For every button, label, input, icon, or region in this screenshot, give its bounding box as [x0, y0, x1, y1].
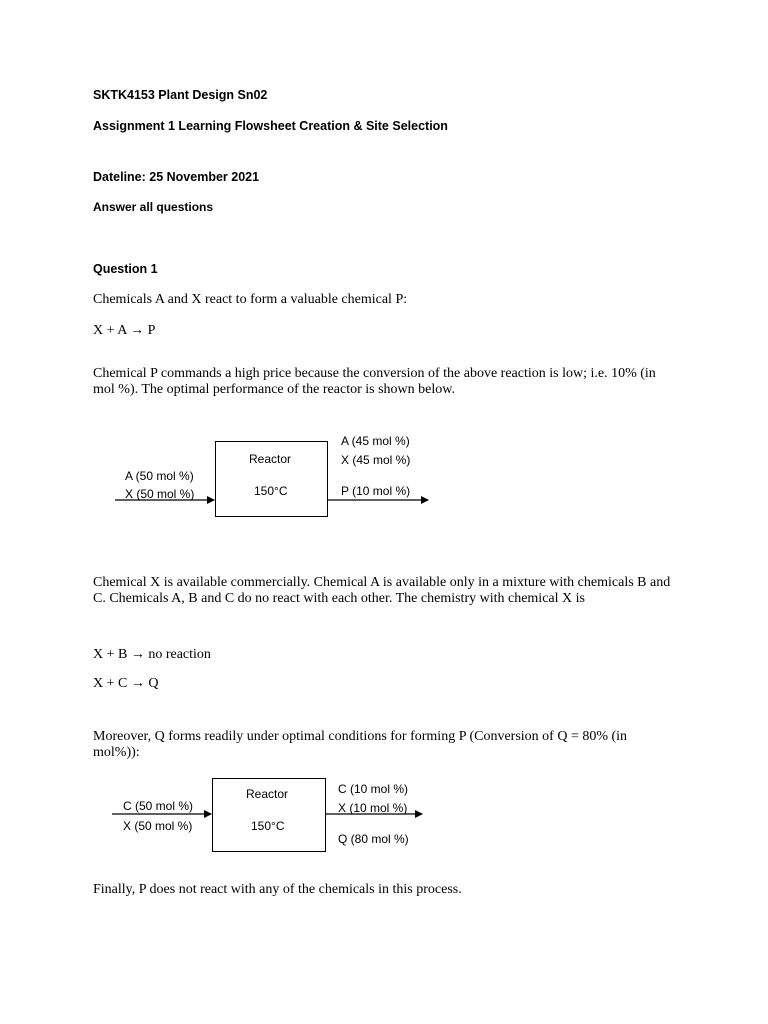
reactor-label-1: Reactor [249, 452, 292, 466]
reactor-temp-1: 150°C [254, 484, 288, 498]
reaction-3: X + C → Q [93, 676, 159, 691]
paragraph-1: Chemical P commands a high price because the conversion of the above reaction is low; i.e. 10% (in mol %). The optimal performance of the reactor is shown below. [93, 366, 656, 397]
reactor-label-2: Reactor [246, 787, 289, 801]
output-label-p: P (10 mol %) [341, 484, 411, 498]
input-label-a: A (50 mol %) [125, 469, 194, 483]
dateline: Dateline: 25 November 2021 [93, 170, 260, 184]
input-label-x: X (50 mol %) [125, 487, 195, 501]
reactor-temp-2: 150°C [251, 819, 285, 833]
input-label-c: C (50 mol %) [123, 799, 194, 813]
reaction-2: X + B → no reaction [93, 647, 211, 662]
course-title: SKTK4153 Plant Design Sn02 [93, 88, 268, 102]
paragraph-3: Moreover, Q forms readily under optimal conditions for forming P (Conversion of Q = 80% (in mol%)): [93, 729, 628, 760]
output-label-x: X (45 mol %) [341, 453, 411, 467]
reaction-1: X + A → P [93, 323, 156, 338]
question-heading: Question 1 [93, 262, 158, 276]
instruction: Answer all questions [93, 200, 214, 214]
paragraph-4: Finally, P does not react with any of the chemicals in this process. [93, 882, 462, 897]
input-label-x2: X (50 mol %) [123, 819, 193, 833]
output-label-x2: X (10 mol %) [338, 801, 408, 815]
assignment-title: Assignment 1 Learning Flowsheet Creation & Site Selection [93, 119, 448, 133]
output-label-q: Q (80 mol %) [338, 832, 409, 846]
paragraph-2: Chemical X is available commercially. Chemical A is available only in a mixture with chemicals B and C. Chemicals A, B and C do no react with each other. The chemistry with chemical X is [93, 575, 671, 606]
intro-text: Chemicals A and X react to form a valuable chemical P: [93, 292, 408, 307]
output-label-c: C (10 mol %) [338, 782, 409, 796]
output-label-a: A (45 mol %) [341, 434, 410, 448]
